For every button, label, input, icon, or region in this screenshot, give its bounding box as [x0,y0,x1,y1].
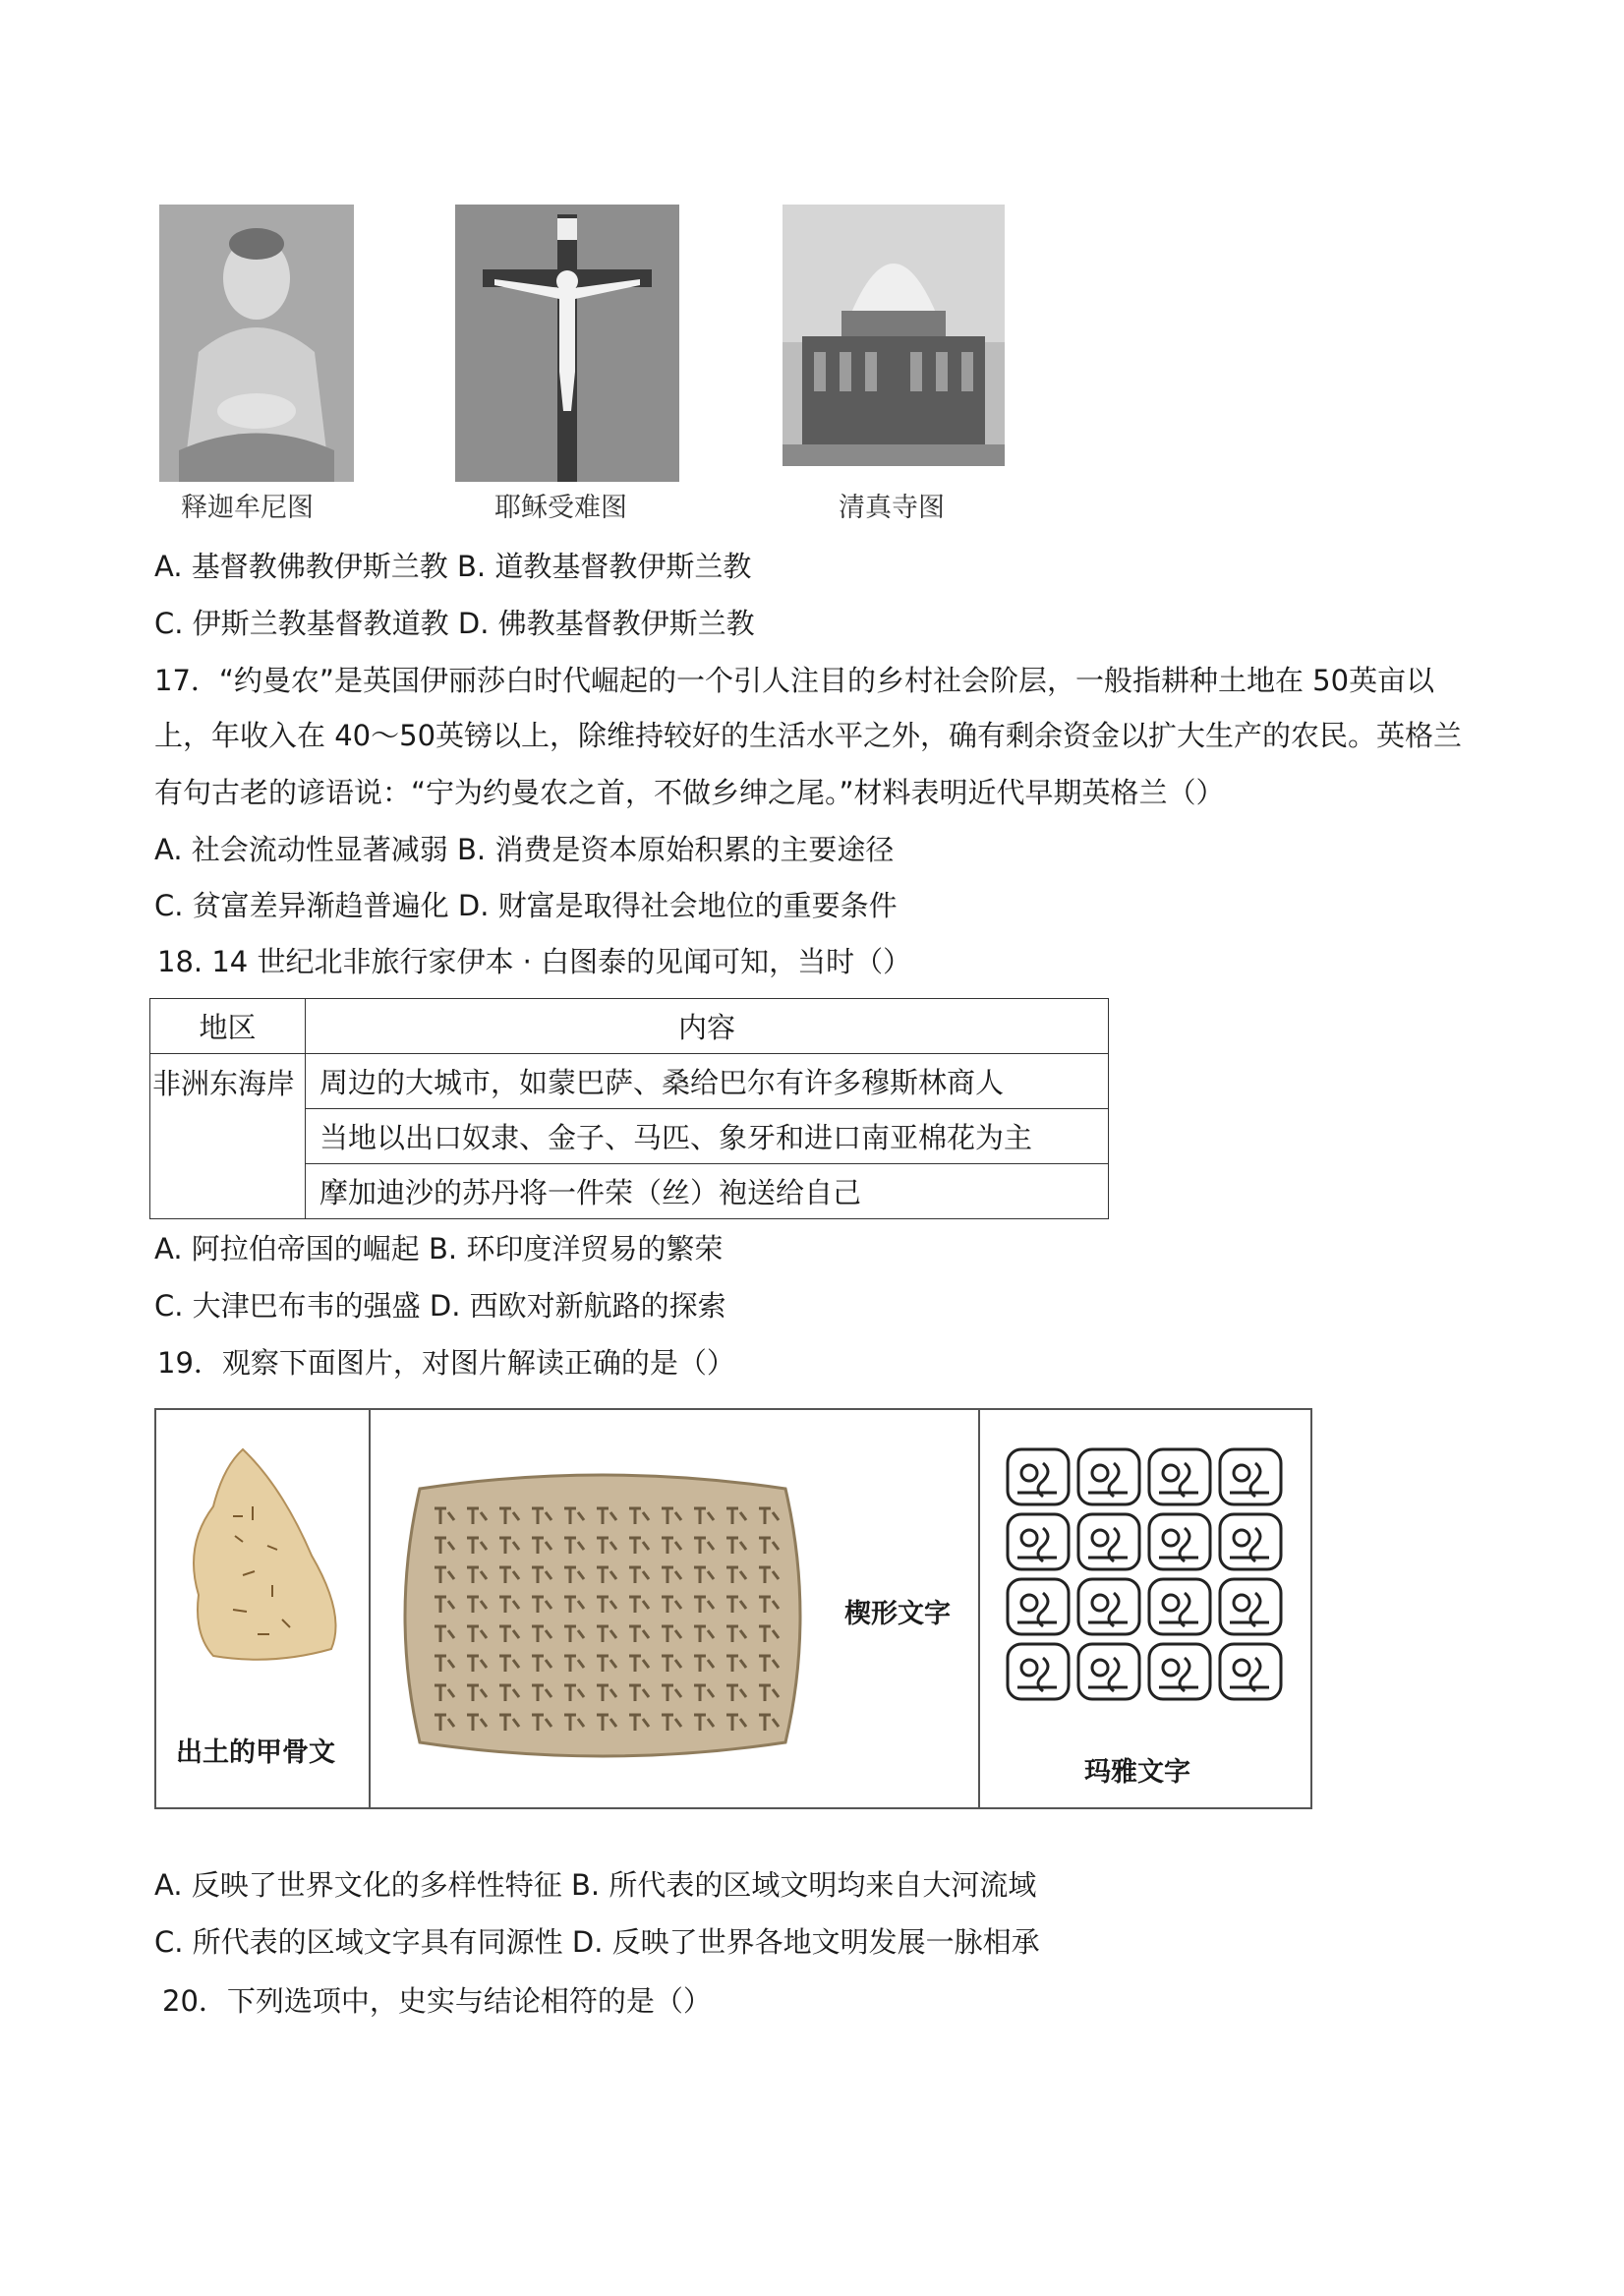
q19-options-ab: A. 反映了世界文化的多样性特征 B. 所代表的区域文明均来自大河流域 [154,1868,1037,1902]
maya-glyphs-image [1000,1443,1295,1709]
oracle-bone-image [174,1447,351,1666]
buddha-caption: 释迦牟尼图 [181,493,314,523]
q19-figure [154,1408,1312,1809]
table-region-cell: 非洲东海岸 [150,1054,306,1219]
table-row: 周边的大城市，如蒙巴萨、桑给巴尔有许多穆斯林商人 [306,1054,1109,1109]
mosque-caption: 清真寺图 [839,493,945,523]
q18-stem: 18. 14 世纪北非旅行家伊本 · 白图泰的见闻可知，当时（） [157,945,912,978]
table-header-content: 内容 [306,999,1109,1054]
q16-options-cd: C. 伊斯兰教基督教道教 D. 佛教基督教伊斯兰教 [154,607,755,640]
cuneiform-tablet-image [390,1469,815,1764]
q19-stem: 19．观察下面图片，对图片解读正确的是（） [157,1346,735,1380]
q17-stem-line1: 17．“约曼农”是英国伊丽莎白时代崛起的一个引人注目的乡村社会阶层，一般指耕种土地在 50英亩以 [154,664,1435,697]
maya-label: 玛雅文字 [1084,1757,1190,1788]
cuneiform-label: 楔形文字 [844,1599,951,1629]
table-row: 当地以出口奴隶、金子、马匹、象牙和进口南亚棉花为主 [306,1109,1109,1164]
crucifix-caption: 耶稣受难图 [494,493,627,523]
q17-stem-line2: 上，年收入在 40～50英镑以上，除维持较好的生活水平之外，确有剩余资金以扩大生产的农民。英格兰 [154,719,1463,752]
table-header-region: 地区 [150,999,306,1054]
q17-options-cd: C. 贫富差异渐趋普遍化 D. 财富是取得社会地位的重要条件 [154,889,898,922]
buddha-image [159,205,354,482]
table-row: 摩加迪沙的苏丹将一件荣（丝）袍送给自己 [306,1164,1109,1219]
oracle-bone-label: 出土的甲骨文 [176,1737,335,1768]
crucifix-image [455,205,679,482]
q17-options-ab: A. 社会流动性显著减弱 B. 消费是资本原始积累的主要途径 [154,833,895,866]
q20-stem: 20．下列选项中，史实与结论相符的是（） [162,1984,712,2018]
mosque-image [783,205,1005,466]
q17-stem-line3: 有句古老的谚语说：“宁为约曼农之首，不做乡绅之尾。”材料表明近代早期英格兰（） [154,776,1225,809]
q19-options-cd: C. 所代表的区域文字具有同源性 D. 反映了世界各地文明发展一脉相承 [154,1925,1040,1959]
q16-options-ab: A. 基督教佛教伊斯兰教 B. 道教基督教伊斯兰教 [154,550,752,583]
q18-options-cd: C. 大津巴布韦的强盛 D. 西欧对新航路的探索 [154,1289,726,1323]
q18-options-ab: A. 阿拉伯帝国的崛起 B. 环印度洋贸易的繁荣 [154,1232,724,1266]
q18-table [149,998,1109,1219]
